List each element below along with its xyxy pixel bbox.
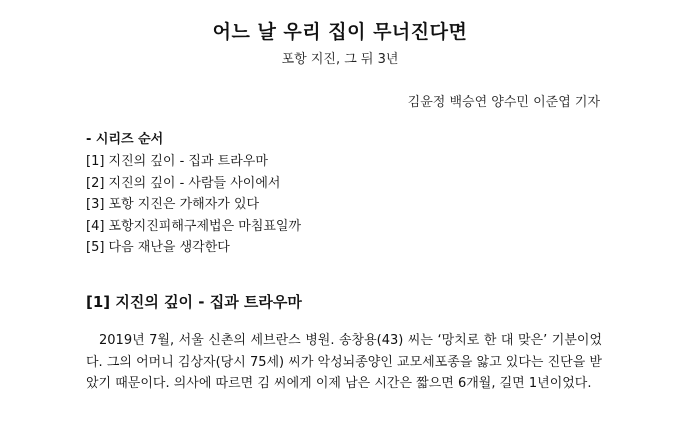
series-order	[86, 128, 301, 259]
document-title: 어느 날 우리 집이 무너진다면	[212, 21, 468, 43]
series-item: [4] 포항지진피해구제법은 마침표일까	[86, 218, 302, 234]
series-item: [1] 지진의 깊이 - 집과 트라우마	[86, 154, 268, 169]
series-heading: - 시리즈 순서	[86, 132, 164, 147]
series-item: [3] 포항 지진은 가해자가 있다	[86, 197, 260, 212]
series-item: [2] 지진의 깊이 - 사람들 사이에서	[86, 175, 281, 191]
byline: 김윤정 백승연 양수민 이준엽 기자	[407, 95, 600, 110]
document-subtitle: 포항 지진, 그 뒤 3년	[281, 52, 399, 67]
series-list	[86, 151, 301, 259]
section-heading: [1] 지진의 깊이 - 집과 트라우마	[86, 293, 302, 311]
body-paragraph: 2019년 7월, 서울 신촌의 세브란스 병원. 송창용(43) 씨는 ‘망치로 한 대 맞은’ 기분이었다. 그의 어머니 김상자(당시 75세) 씨가 악성뇌종양인 교모세포종을 앓고 있다는 진단을 받았기 때문이다. 의사에 따르면 김 씨에게 이제 남은 시간은 짧으면 6개월, 길면 1년이었다.	[86, 333, 602, 391]
series-item: [5] 다음 재난을 생각한다	[86, 240, 230, 255]
